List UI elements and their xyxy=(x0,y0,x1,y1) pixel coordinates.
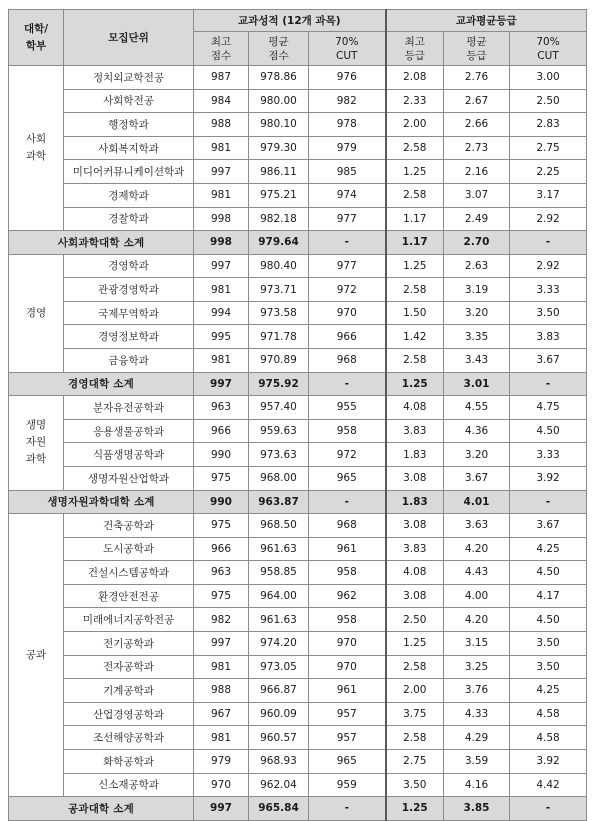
grade-cut-cell: 3.50 xyxy=(510,301,587,325)
score-cut-cell: 979 xyxy=(309,136,386,160)
grade-cut-cell: 2.92 xyxy=(510,254,587,278)
subtotal-label: 공과대학 소계 xyxy=(9,797,194,821)
score-avg-cell: 970.89 xyxy=(249,349,309,373)
score-max-cell: 997 xyxy=(194,160,249,184)
grade-avg-cell: 3.63 xyxy=(444,514,510,538)
score-avg-cell: 960.57 xyxy=(249,726,309,750)
grade-max-cell: 1.83 xyxy=(386,443,444,467)
grade-cut-cell: 3.92 xyxy=(510,749,587,773)
score-max-cell: 975 xyxy=(194,514,249,538)
unit-cell: 전기공학과 xyxy=(64,631,194,655)
unit-cell: 도시공학과 xyxy=(64,537,194,561)
grade-avg-cell: 4.20 xyxy=(444,537,510,561)
grade-avg-cell: 3.15 xyxy=(444,631,510,655)
grade-max-cell: 1.42 xyxy=(386,325,444,349)
grade-avg-cell: 3.20 xyxy=(444,443,510,467)
score-cut-cell: 961 xyxy=(309,537,386,561)
subtotal-row xyxy=(9,797,587,821)
grade-cut-cell: 4.50 xyxy=(510,561,587,585)
score-max-cell: 970 xyxy=(194,773,249,797)
grade-max-cell: 2.00 xyxy=(386,113,444,137)
grade-cut-cell: 3.50 xyxy=(510,631,587,655)
grade-cut-cell: 3.33 xyxy=(510,278,587,302)
score-avg-cell: 964.00 xyxy=(249,584,309,608)
grade-avg-cell: 4.16 xyxy=(444,773,510,797)
score-avg-cell: 961.63 xyxy=(249,608,309,632)
unit-cell: 환경안전전공 xyxy=(64,584,194,608)
score-max-cell: 981 xyxy=(194,183,249,207)
header-grade-cut: 70% CUT xyxy=(510,32,587,66)
grade-max-cell: 2.00 xyxy=(386,679,444,703)
grade-cut-cell: 4.75 xyxy=(510,396,587,420)
subtotal-score-max-cell: 997 xyxy=(194,372,249,396)
grade-cut-cell: 4.42 xyxy=(510,773,587,797)
score-cut-cell: 965 xyxy=(309,466,386,490)
subtotal-grade-avg-cell: 3.01 xyxy=(444,372,510,396)
header-grade-avg: 평균 등급 xyxy=(444,32,510,66)
table-row xyxy=(9,443,587,467)
grade-avg-cell: 2.16 xyxy=(444,160,510,184)
grade-max-cell: 2.58 xyxy=(386,278,444,302)
unit-cell: 기계공학과 xyxy=(64,679,194,703)
subtotal-score-cut-cell: - xyxy=(309,372,386,396)
score-max-cell: 967 xyxy=(194,702,249,726)
grade-avg-cell: 3.25 xyxy=(444,655,510,679)
unit-cell: 관광경영학과 xyxy=(64,278,194,302)
subtotal-grade-max-cell: 1.83 xyxy=(386,490,444,514)
score-avg-cell: 973.58 xyxy=(249,301,309,325)
table-row xyxy=(9,514,587,538)
subtotal-grade-avg-cell: 3.85 xyxy=(444,797,510,821)
score-cut-cell: 977 xyxy=(309,254,386,278)
score-avg-cell: 971.78 xyxy=(249,325,309,349)
grade-max-cell: 2.58 xyxy=(386,183,444,207)
unit-cell: 정치외교학전공 xyxy=(64,66,194,90)
score-cut-cell: 970 xyxy=(309,301,386,325)
score-max-cell: 981 xyxy=(194,278,249,302)
score-cut-cell: 957 xyxy=(309,726,386,750)
score-max-cell: 984 xyxy=(194,89,249,113)
score-max-cell: 975 xyxy=(194,466,249,490)
subtotal-score-avg-cell: 965.84 xyxy=(249,797,309,821)
admission-grade-table xyxy=(8,9,587,821)
table-row xyxy=(9,325,587,349)
grade-max-cell: 2.58 xyxy=(386,655,444,679)
score-cut-cell: 978 xyxy=(309,113,386,137)
grade-avg-cell: 3.59 xyxy=(444,749,510,773)
unit-cell: 경찰학과 xyxy=(64,207,194,231)
table-row xyxy=(9,113,587,137)
grade-max-cell: 2.58 xyxy=(386,136,444,160)
grade-avg-cell: 4.20 xyxy=(444,608,510,632)
grade-avg-cell: 2.63 xyxy=(444,254,510,278)
unit-cell: 사회복지학과 xyxy=(64,136,194,160)
grade-cut-cell: 4.58 xyxy=(510,726,587,750)
score-max-cell: 990 xyxy=(194,443,249,467)
grade-max-cell: 3.83 xyxy=(386,419,444,443)
table-row xyxy=(9,702,587,726)
subtotal-grade-avg-cell: 4.01 xyxy=(444,490,510,514)
subtotal-score-avg-cell: 975.92 xyxy=(249,372,309,396)
grade-max-cell: 1.50 xyxy=(386,301,444,325)
score-avg-cell: 960.09 xyxy=(249,702,309,726)
grade-cut-cell: 3.83 xyxy=(510,325,587,349)
grade-max-cell: 3.08 xyxy=(386,466,444,490)
table-row xyxy=(9,349,587,373)
grade-avg-cell: 2.66 xyxy=(444,113,510,137)
subtotal-row xyxy=(9,231,587,255)
grade-avg-cell: 4.43 xyxy=(444,561,510,585)
unit-cell: 경제학과 xyxy=(64,183,194,207)
grade-max-cell: 1.25 xyxy=(386,254,444,278)
grade-cut-cell: 2.75 xyxy=(510,136,587,160)
grade-avg-cell: 4.36 xyxy=(444,419,510,443)
unit-cell: 행정학과 xyxy=(64,113,194,137)
grade-max-cell: 1.17 xyxy=(386,207,444,231)
score-avg-cell: 957.40 xyxy=(249,396,309,420)
subtotal-score-max-cell: 998 xyxy=(194,231,249,255)
score-avg-cell: 968.00 xyxy=(249,466,309,490)
grade-cut-cell: 3.67 xyxy=(510,514,587,538)
grade-max-cell: 3.08 xyxy=(386,514,444,538)
subtotal-row xyxy=(9,490,587,514)
header-grade-group: 교과평균등급 xyxy=(386,10,587,32)
college-cell: 경영 xyxy=(9,254,64,372)
grade-max-cell: 2.75 xyxy=(386,749,444,773)
score-avg-cell: 973.63 xyxy=(249,443,309,467)
grade-cut-cell: 3.33 xyxy=(510,443,587,467)
college-cell: 사회 과학 xyxy=(9,66,64,231)
subtotal-grade-cut-cell: - xyxy=(510,231,587,255)
grade-max-cell: 3.75 xyxy=(386,702,444,726)
unit-cell: 식품생명공학과 xyxy=(64,443,194,467)
unit-cell: 건축공학과 xyxy=(64,514,194,538)
header-course-group: 교과성적 (12개 과목) xyxy=(194,10,386,32)
unit-cell: 사회학전공 xyxy=(64,89,194,113)
subtotal-grade-max-cell: 1.25 xyxy=(386,797,444,821)
grade-cut-cell: 4.50 xyxy=(510,419,587,443)
score-max-cell: 998 xyxy=(194,207,249,231)
score-avg-cell: 978.86 xyxy=(249,66,309,90)
score-cut-cell: 970 xyxy=(309,631,386,655)
header-grade-max: 최고 등급 xyxy=(386,32,444,66)
score-avg-cell: 958.85 xyxy=(249,561,309,585)
score-max-cell: 982 xyxy=(194,608,249,632)
score-max-cell: 963 xyxy=(194,561,249,585)
score-max-cell: 997 xyxy=(194,254,249,278)
grade-avg-cell: 4.00 xyxy=(444,584,510,608)
grade-max-cell: 2.58 xyxy=(386,726,444,750)
score-cut-cell: 974 xyxy=(309,183,386,207)
subtotal-score-avg-cell: 979.64 xyxy=(249,231,309,255)
score-avg-cell: 974.20 xyxy=(249,631,309,655)
table-row xyxy=(9,183,587,207)
table-row xyxy=(9,89,587,113)
college-cell: 공과 xyxy=(9,514,64,797)
grade-cut-cell: 2.25 xyxy=(510,160,587,184)
table-row xyxy=(9,278,587,302)
table-body xyxy=(9,66,587,821)
unit-cell: 화학공학과 xyxy=(64,749,194,773)
score-avg-cell: 980.00 xyxy=(249,89,309,113)
header-score-cut: 70% CUT xyxy=(309,32,386,66)
table-row xyxy=(9,160,587,184)
subtotal-score-cut-cell: - xyxy=(309,231,386,255)
header-college: 대학/ 학부 xyxy=(9,10,64,66)
table-row xyxy=(9,608,587,632)
score-avg-cell: 973.71 xyxy=(249,278,309,302)
grade-cut-cell: 4.17 xyxy=(510,584,587,608)
grade-cut-cell: 4.58 xyxy=(510,702,587,726)
grade-max-cell: 2.08 xyxy=(386,66,444,90)
grade-avg-cell: 4.33 xyxy=(444,702,510,726)
subtotal-label: 사회과학대학 소계 xyxy=(9,231,194,255)
grade-avg-cell: 2.73 xyxy=(444,136,510,160)
table-row xyxy=(9,419,587,443)
score-avg-cell: 966.87 xyxy=(249,679,309,703)
grade-cut-cell: 2.83 xyxy=(510,113,587,137)
table-row xyxy=(9,396,587,420)
score-avg-cell: 968.50 xyxy=(249,514,309,538)
unit-cell: 경영정보학과 xyxy=(64,325,194,349)
score-cut-cell: 968 xyxy=(309,349,386,373)
score-max-cell: 981 xyxy=(194,726,249,750)
score-max-cell: 981 xyxy=(194,136,249,160)
score-cut-cell: 959 xyxy=(309,773,386,797)
score-cut-cell: 958 xyxy=(309,419,386,443)
score-avg-cell: 961.63 xyxy=(249,537,309,561)
table-row xyxy=(9,631,587,655)
grade-avg-cell: 3.76 xyxy=(444,679,510,703)
grade-avg-cell: 3.35 xyxy=(444,325,510,349)
table-row xyxy=(9,207,587,231)
table-row xyxy=(9,466,587,490)
grade-avg-cell: 3.07 xyxy=(444,183,510,207)
score-cut-cell: 970 xyxy=(309,655,386,679)
grade-avg-cell: 3.67 xyxy=(444,466,510,490)
table-row xyxy=(9,136,587,160)
header-score-avg: 평균 점수 xyxy=(249,32,309,66)
score-avg-cell: 979.30 xyxy=(249,136,309,160)
unit-cell: 신소재공학과 xyxy=(64,773,194,797)
college-cell: 생명 자원 과학 xyxy=(9,396,64,490)
score-cut-cell: 962 xyxy=(309,584,386,608)
subtotal-score-cut-cell: - xyxy=(309,490,386,514)
grade-cut-cell: 3.67 xyxy=(510,349,587,373)
grade-cut-cell: 2.92 xyxy=(510,207,587,231)
grade-max-cell: 1.25 xyxy=(386,631,444,655)
score-cut-cell: 957 xyxy=(309,702,386,726)
grade-avg-cell: 4.29 xyxy=(444,726,510,750)
grade-cut-cell: 4.25 xyxy=(510,537,587,561)
unit-cell: 분자유전공학과 xyxy=(64,396,194,420)
score-cut-cell: 976 xyxy=(309,66,386,90)
table-row xyxy=(9,66,587,90)
unit-cell: 건설시스템공학과 xyxy=(64,561,194,585)
subtotal-score-cut-cell: - xyxy=(309,797,386,821)
score-max-cell: 995 xyxy=(194,325,249,349)
grade-avg-cell: 2.76 xyxy=(444,66,510,90)
score-cut-cell: 958 xyxy=(309,561,386,585)
score-cut-cell: 965 xyxy=(309,749,386,773)
score-avg-cell: 980.10 xyxy=(249,113,309,137)
table-row xyxy=(9,655,587,679)
table-row xyxy=(9,584,587,608)
score-cut-cell: 972 xyxy=(309,278,386,302)
subtotal-score-avg-cell: 963.87 xyxy=(249,490,309,514)
unit-cell: 조선해양공학과 xyxy=(64,726,194,750)
grade-cut-cell: 3.50 xyxy=(510,655,587,679)
grade-max-cell: 3.83 xyxy=(386,537,444,561)
score-max-cell: 997 xyxy=(194,631,249,655)
grade-avg-cell: 2.49 xyxy=(444,207,510,231)
subtotal-score-max-cell: 997 xyxy=(194,797,249,821)
unit-cell: 경영학과 xyxy=(64,254,194,278)
unit-cell: 국제무역학과 xyxy=(64,301,194,325)
unit-cell: 산업경영공학과 xyxy=(64,702,194,726)
score-avg-cell: 962.04 xyxy=(249,773,309,797)
subtotal-grade-max-cell: 1.25 xyxy=(386,372,444,396)
subtotal-score-max-cell: 990 xyxy=(194,490,249,514)
grade-cut-cell: 3.00 xyxy=(510,66,587,90)
unit-cell: 전자공학과 xyxy=(64,655,194,679)
grade-avg-cell: 3.19 xyxy=(444,278,510,302)
grade-cut-cell: 3.17 xyxy=(510,183,587,207)
grade-cut-cell: 2.50 xyxy=(510,89,587,113)
table-row xyxy=(9,726,587,750)
grade-max-cell: 1.25 xyxy=(386,160,444,184)
score-cut-cell: 972 xyxy=(309,443,386,467)
subtotal-grade-cut-cell: - xyxy=(510,372,587,396)
table-row xyxy=(9,679,587,703)
grade-max-cell: 4.08 xyxy=(386,396,444,420)
score-cut-cell: 961 xyxy=(309,679,386,703)
grade-avg-cell: 3.20 xyxy=(444,301,510,325)
grade-max-cell: 2.58 xyxy=(386,349,444,373)
score-avg-cell: 968.93 xyxy=(249,749,309,773)
score-avg-cell: 973.05 xyxy=(249,655,309,679)
grade-avg-cell: 2.67 xyxy=(444,89,510,113)
score-max-cell: 966 xyxy=(194,419,249,443)
grade-avg-cell: 3.43 xyxy=(444,349,510,373)
table-row xyxy=(9,749,587,773)
score-max-cell: 981 xyxy=(194,349,249,373)
subtotal-row xyxy=(9,372,587,396)
score-cut-cell: 968 xyxy=(309,514,386,538)
score-max-cell: 966 xyxy=(194,537,249,561)
table-row xyxy=(9,773,587,797)
subtotal-label: 생명자원과학대학 소계 xyxy=(9,490,194,514)
score-max-cell: 988 xyxy=(194,679,249,703)
grade-cut-cell: 4.25 xyxy=(510,679,587,703)
score-cut-cell: 966 xyxy=(309,325,386,349)
score-avg-cell: 982.18 xyxy=(249,207,309,231)
table-row xyxy=(9,561,587,585)
score-max-cell: 963 xyxy=(194,396,249,420)
header-score-max: 최고 점수 xyxy=(194,32,249,66)
subtotal-grade-cut-cell: - xyxy=(510,797,587,821)
score-avg-cell: 986.11 xyxy=(249,160,309,184)
grade-avg-cell: 4.55 xyxy=(444,396,510,420)
score-cut-cell: 982 xyxy=(309,89,386,113)
grade-cut-cell: 3.92 xyxy=(510,466,587,490)
score-max-cell: 975 xyxy=(194,584,249,608)
unit-cell: 금융학과 xyxy=(64,349,194,373)
table-header xyxy=(9,10,587,66)
score-max-cell: 979 xyxy=(194,749,249,773)
subtotal-label: 경영대학 소계 xyxy=(9,372,194,396)
grade-max-cell: 2.50 xyxy=(386,608,444,632)
table-row xyxy=(9,301,587,325)
header-unit: 모집단위 xyxy=(64,10,194,66)
grade-max-cell: 4.08 xyxy=(386,561,444,585)
table-row xyxy=(9,254,587,278)
score-avg-cell: 975.21 xyxy=(249,183,309,207)
unit-cell: 미래에너지공학전공 xyxy=(64,608,194,632)
subtotal-grade-max-cell: 1.17 xyxy=(386,231,444,255)
score-max-cell: 994 xyxy=(194,301,249,325)
score-max-cell: 988 xyxy=(194,113,249,137)
unit-cell: 응용생물공학과 xyxy=(64,419,194,443)
unit-cell: 생명자원산업학과 xyxy=(64,466,194,490)
score-avg-cell: 959.63 xyxy=(249,419,309,443)
score-max-cell: 981 xyxy=(194,655,249,679)
subtotal-grade-cut-cell: - xyxy=(510,490,587,514)
score-cut-cell: 955 xyxy=(309,396,386,420)
grade-cut-cell: 4.50 xyxy=(510,608,587,632)
score-cut-cell: 958 xyxy=(309,608,386,632)
subtotal-grade-avg-cell: 2.70 xyxy=(444,231,510,255)
score-max-cell: 987 xyxy=(194,66,249,90)
grade-max-cell: 3.50 xyxy=(386,773,444,797)
grade-max-cell: 3.08 xyxy=(386,584,444,608)
score-avg-cell: 980.40 xyxy=(249,254,309,278)
table-row xyxy=(9,537,587,561)
grade-max-cell: 2.33 xyxy=(386,89,444,113)
score-cut-cell: 985 xyxy=(309,160,386,184)
score-cut-cell: 977 xyxy=(309,207,386,231)
unit-cell: 미디어커뮤니케이션학과 xyxy=(64,160,194,184)
